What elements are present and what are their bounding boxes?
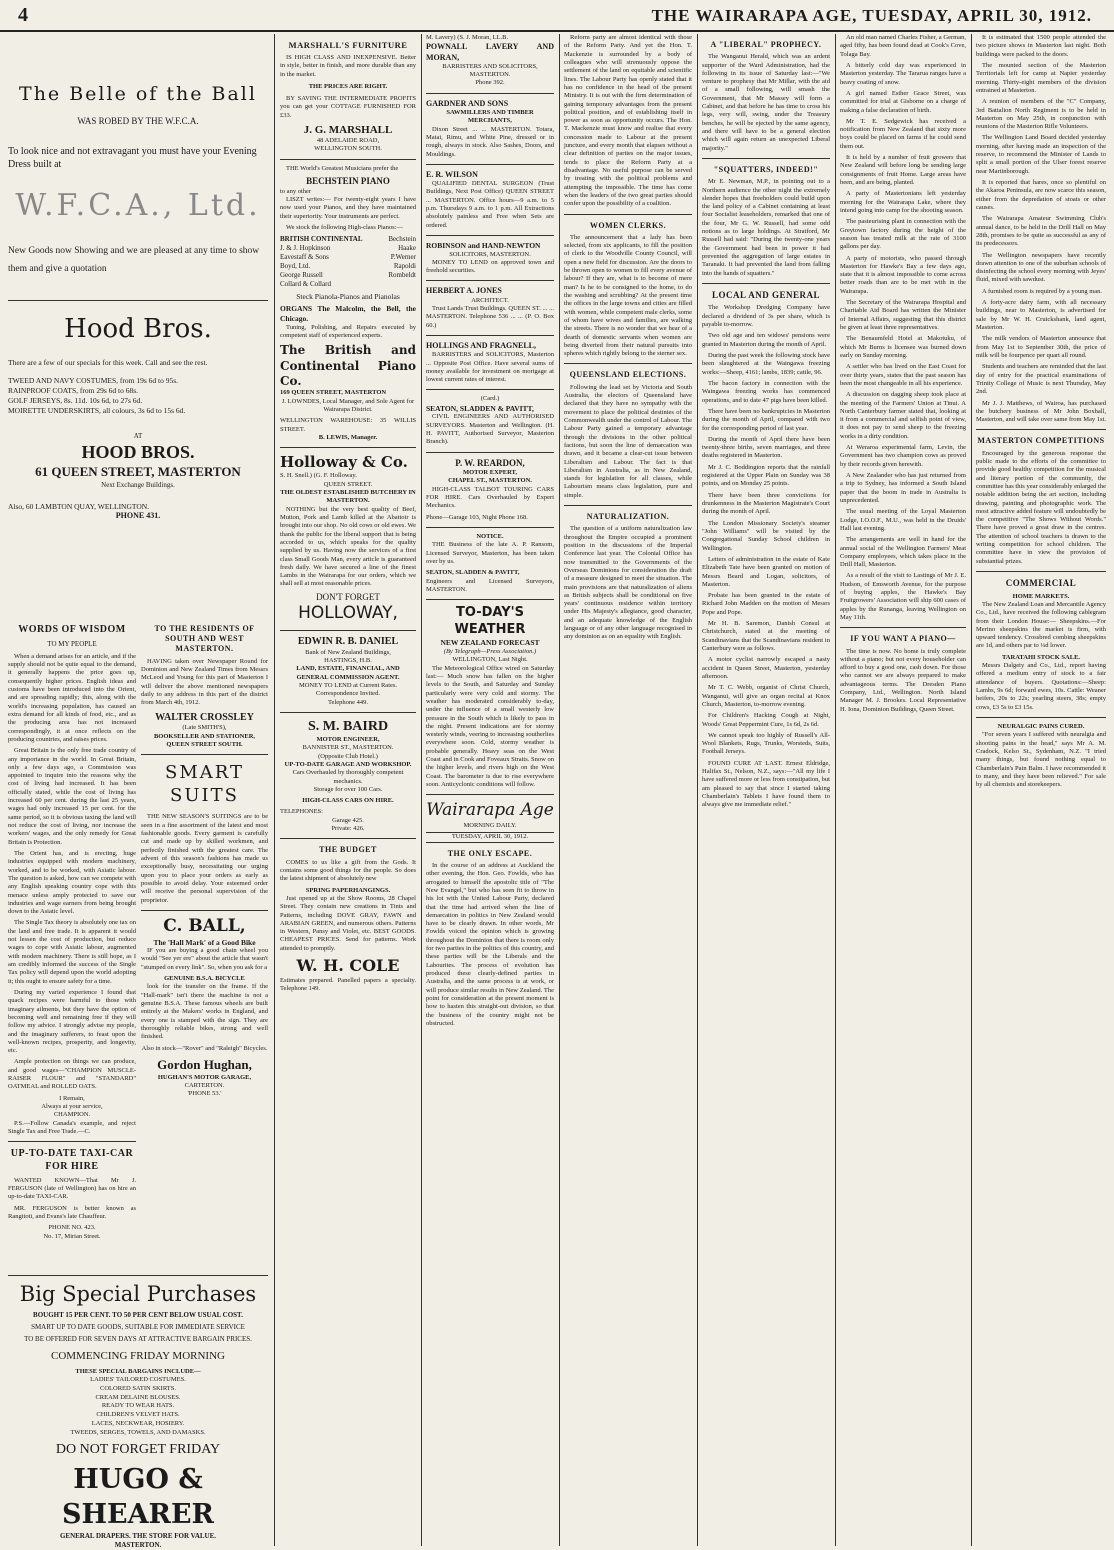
ball-body: IF you are buying a good chain wheel you would "See yer ere" about the article that wasn't "stumped on every link". So, when you ask for a	[141, 947, 268, 971]
residents-trade: BOOKSELLER AND STATIONER,	[153, 732, 256, 740]
taxi-address: No. 17, Mirian Street.	[43, 1232, 101, 1240]
taratahi-body: Messrs Dalgety and Co., Ltd., report having offered a medium entry of stock to a fair attendance of buyers. Quotations:—Sheep: Lambs, 9s 6d; forward ewes, 10s. Cattle: Weaner heifers, 20s to 22s; yearling steers, 38s; empty cows, £3 5s to £3 15s.	[976, 662, 1106, 711]
daniel-tel: Telephone 449.	[328, 698, 368, 706]
competitions-title: MASTERTON COMPETITIONS	[977, 436, 1105, 446]
naturalization-title: NATURALIZATION.	[586, 512, 670, 522]
bechstein-tuning: Tuning, Polishing, and Repairs executed by competent staff of experienced experts.	[280, 323, 416, 339]
big-special-title: Big Special Purchases	[19, 1282, 257, 1306]
local-item: Mr T. C. Webb, organist of Christ Church, Wanganui, will give an organ recital at Knox Church, Masterton, to-morrow evening.	[702, 684, 830, 708]
local-item: A motor cyclist narrowly escaped a nasty accident in Queen Street, Masterton, yesterday afternoon.	[702, 656, 830, 680]
news-item: The Wellington Land Board decided yesterday morning, after having made an inspection of the reserve, to recommend the Minister of Lands to split a small portion of the Ulser forest reserve near Martinborough.	[976, 134, 1106, 175]
news-item: It is held by a number of fruit growers that New Zealand will before long be sending large consignments of fruit Home. Large areas have been, and are being, planted.	[840, 154, 966, 186]
queensland-title: QUEENSLAND ELECTIONS.	[569, 370, 687, 380]
big-special-town: MASTERTON.	[114, 1541, 162, 1550]
local-item: Two old age and ten widows' pensions were granted in Masterton during the month of April.	[702, 332, 830, 348]
pownall-firm: POWNALL LAVERY AND MORAN,	[426, 42, 554, 62]
news-item: The Wairarapa Amateur Swimming Club's annual dance, to be held in the Drill Hall on May 28th, promises to be quite as successful as any of its predecessors.	[976, 215, 1106, 248]
holloway-oldest: THE OLDEST ESTABLISHED BUTCHERY IN MASTERTON.	[280, 489, 416, 505]
column-rule	[835, 34, 836, 1546]
hood-advert	[8, 313, 268, 522]
daniel-agent: LAND, ESTATE, FINANCIAL, AND GENERAL COMMISSION AGENT.	[296, 665, 400, 681]
big-special-line3: TO BE OFFERED FOR SEVEN DAYS AT ATTRACTIVE BARGAIN PRICES.	[24, 1334, 252, 1343]
holloway-body: NOTHING but the very best quality of Beef, Mutton, Pork and Lamb killed at the Abattoir is brought into our shop. No old cows or old ewes. We thank the public for the liberal support that is being accorded to us, which speaks for the quality supplied by us. Having now the services of a first class Small Goods Man, every article is guaranteed fresh daily. We have secured a line of the finest Lambs in the Wairarapa for our orders, which we shall sell at most reasonable prices.	[280, 505, 416, 588]
naturalization-body: The question of a uniform naturalization law throughout the Empire occupied a prominent position in the discussions of the Imperial Conference last year. The Colonial Office has now transmitted to the Governments of the Overseas Dominions for consideration the draft of a measure designed to meet the situation. The main provisions are that naturalization of aliens as British subjects shall be conditional on five years' continuous residence within territory under His Majesty's allegiance, good character, and an adequate knowledge of the English language or of any other language recognised in any dominion as on an equality with English.	[564, 525, 692, 641]
divider	[426, 235, 554, 236]
divider	[426, 389, 554, 390]
women-title: WOMEN CLERKS.	[589, 220, 667, 230]
jones-title: HERBERT A. JONES	[426, 286, 502, 296]
baird-garage-tel: Garage 425.	[332, 816, 364, 824]
notice-sign: SEATON, SLADDEN & PAVITT,	[426, 569, 520, 577]
editorial-title: THE ONLY ESCAPE.	[447, 848, 533, 858]
piano-ad-title: IF YOU WANT A PIANO—	[850, 634, 956, 644]
ball-also: Also in stock—"Rover" and "Raleigh" Bicycles.	[141, 1044, 268, 1052]
page-title: THE WAIRARAPA AGE, TUESDAY, APRIL 30, 1912.	[651, 6, 1092, 25]
hollings-body: BARRISTERS and SOLICITORS, Masterton ... Opposite Post Office. Have several sums of money available for investment on mortgage at lowest current rates of interest.	[426, 351, 554, 384]
news-item: An old man named Charles Fisher, a German, aged fifty, has been found dead at Cook's Cove, Tolaga Bay.	[840, 34, 966, 58]
divider	[426, 794, 554, 795]
bechstein-brand: BECHSTEIN PIANO	[306, 176, 390, 187]
divider	[426, 280, 554, 281]
news-item: A reunion of members of the "C" Company, 3rd Battalion North Regiment is to be held in Masterton on May 25th, in conjunction with reunions of the Masterton Rifle Volunteers.	[976, 98, 1106, 131]
hood-brand: Hood Bros.	[64, 313, 212, 344]
gardner-title: GARDNER AND SONS	[426, 98, 509, 108]
daniel-bank: Bank of New Zealand Buildings,	[305, 648, 391, 656]
divider	[280, 447, 416, 448]
hood-intro: There are a few of our specials for this week. Call and see the rest.	[8, 358, 208, 368]
local-item: The London Missionary Society's steamer "John Williams" will be visited by the Congregational Sunday School children in Wellington.	[702, 519, 830, 552]
marshall-body2: BY SAVING THE INTERMEDIATE PROFITS you can get your COTTAGE FURNISHED FOR £33.	[280, 95, 416, 119]
bargain-item: CREAM DELAINE BLOUSES.	[95, 1393, 181, 1401]
hood-items	[8, 376, 268, 417]
bechstein-warehouse: WELLINGTON WAREHOUSE: 35 WILLIS STREET.	[280, 417, 416, 433]
wfca-advert	[8, 34, 268, 278]
baird-cars: Cars Overhauled by thoroughly competent mechanics.	[292, 769, 404, 785]
gardner-body: Dixon Street ... ... MASTERTON. Totara, Matai, Rimu, and White Pine, dressed or in rough, always in stock. Also Sashes, Doors, and Mouldings.	[426, 125, 554, 158]
marshall-prices: THE PRICES ARE RIGHT.	[308, 82, 388, 90]
wfca-body: To look nice and not extravagant you must have your Evening Dress built at	[8, 145, 257, 170]
baird-trade: MOTOR ENGINEER,	[316, 735, 380, 743]
local-item: For Children's Hacking Cough at Night, Woods' Great Peppermint Cure, 1s 6d, 2s 6d.	[702, 712, 830, 728]
baird-address: BANNISTER ST., MASTERTON.	[302, 744, 394, 752]
wisdom-para: The Orient has, and is erecting, huge industries equipped with modern machinery, worked, and to be worked, with Asiatic labour. The question is asked, how can we compete with any English speaking country cope with this menace unless amply protected to save our industries and wage earners from being brought down to the Asiatic level.	[8, 849, 136, 916]
big-special-advert	[8, 1275, 268, 1550]
holloway-street: QUEEN STREET.	[323, 480, 373, 488]
prophecy-body: The Wanganui Herald, which was an ardent supporter of the Ward Administration, had the following in its issue of Saturday last:—"We venture to prophesy that Mr Millar, with the aid of a small following, will smash the Government, that Mr Massey will form a Cabinet, and that before he has time to cross his legs, very will, swing, under the Treasury benches, he will be ejected by the same agency, and there will have to be a general election which will again return an unexpected Liberal majority."	[702, 53, 830, 152]
column-rule	[971, 34, 972, 1546]
bargain-item: READY TO WEAR HATS.	[101, 1402, 175, 1410]
wfca-headline: The Belle of the Ball	[19, 83, 257, 105]
baird-tel-head: TELEPHONES:	[280, 808, 323, 816]
local-item: There have been three convictions for drunkenness in the Masterton Magistrate's Court during the month of April.	[702, 491, 830, 516]
wfca-line2: WAS ROBED BY THE W.F.C.A.	[77, 116, 199, 127]
bechstein-company: The British and Continental Piano Co.	[280, 343, 416, 388]
news-item: The Secretary of the Wairarapa Hospital and Charitable Aid Board has written the Minister of Internal Affairs, suggesting that this district be given at least three representatives.	[840, 299, 966, 331]
queensland-body: Following the lead set by Victoria and South Australia, the electors of Queensland have declared that they have no sympathy with the movement to place the political destinies of the Commonwealth under the control of Labour. The Labour Party gained a temporary advantage through the divisions in the other political factions, but soon the line of demarcation was drawn, and it became a clear-cut issue between Liberalism and Labour. The fact is that Liberalism in Australia, as in New Zealand, stands for legislation for all classes, while Labourism means class legislation, pure and simple.	[564, 383, 692, 499]
ball-title: C. BALL,	[163, 915, 246, 936]
divider	[564, 214, 692, 215]
divider	[280, 630, 416, 631]
piano-list	[280, 235, 416, 289]
reardon-sub: MOTOR EXPERT,	[462, 469, 518, 477]
hood-item: MOIRETTE UNDERSKIRTS, all colours, 3s 6d to 15s 6d.	[8, 406, 186, 416]
bargain-item: COLORED SATIN SKIRTS.	[100, 1384, 176, 1392]
residents-body: HAVING taken over Newspaper Round for Dominion and New Zealand Times from Messrs McLeod and Young for this part of Masterton I will deliver the above mentioned newspapers daily to any address in this part of the district from March 4th, 1912.	[141, 657, 268, 707]
divider	[426, 335, 554, 336]
taxi-body: WANTED KNOWN—That Mr J. FERGUSON (late of Wellington) has on hire an up-to-date TAXI-CAR.	[8, 1176, 136, 1201]
divider	[8, 1141, 136, 1142]
divider	[564, 505, 692, 506]
bechstein-organs: ORGANS The Malcolm, the Bell, the Chicago.	[280, 304, 416, 324]
residents-late: (Late SMITH'S),	[182, 724, 227, 732]
notice-sign2: Engineers and Licensed Surveyors, MASTERTON.	[426, 577, 554, 593]
local-item: During the month of April there have been twenty-three births, seven marriages, and three deaths registered in Masterton.	[702, 435, 830, 460]
competitions-body: Encouraged by the generous response the public made to the efforts of the committee to provide good healthy competition for the musical and literary portion of the community, the committee has this year considerably enlarged the notable addition being the art section, including drawing, painting and photographic work. The most attractive added feature will undoubtedly be the competitive "The Shows Without Words." There have proved a great draw in the centres. The attention of school teachers is drawn to the writing competition for school children. The committee have in view the provision of substantial prizes.	[976, 449, 1106, 565]
jones-body: Trust Lands Trust Buildings. QUEEN ST. ... ... MASTERTON. Telephone 536 ... ... (P. O. Box 60.)	[426, 305, 554, 329]
news-item: A girl named Esther Grace Street, was committed for trial at Gisborne on a charge of making a false declaration of birth.	[840, 89, 966, 114]
local-item: FOUND CURE AT LAST. Ernest Eldridge, Halifax St., Nelson, N.Z., says:—"All my life I have suffered more or less from constipation, but am pleased to say that since I started taking Chamberlain's Tablets I have found them to always give me immediate relief."	[702, 759, 830, 809]
divider	[8, 300, 268, 301]
holloway-title: Holloway & Co.	[280, 453, 408, 472]
ball-phone: 'PHONE 53.'	[187, 1090, 222, 1098]
residents-address: QUEEN STREET SOUTH.	[166, 741, 243, 748]
seaton-title: SEATON, SLADDEN & PAVITT,	[426, 403, 534, 413]
wisdom-always: Always at your service,	[41, 1103, 103, 1110]
wfca-footer: New Goods now Showing and we are pleased at any time to show them and give a quotation	[8, 245, 260, 274]
piano-brand: Collard & Collard	[280, 279, 331, 288]
wisdom-remain: I Remain,	[59, 1094, 85, 1102]
divider	[976, 717, 1106, 718]
ball-name: Gordon Hughan,	[157, 1056, 252, 1072]
reardon-title: P. W. REARDON,	[455, 457, 525, 468]
suits-title: SMART SUITS	[164, 762, 244, 807]
local-item: The bacon factory in connection with the Waingawa freezing works has commenced operations, and to date 47 pigs have been killed.	[702, 379, 830, 404]
big-special-line2: SMART UP TO DATE GOODS, SUITABLE FOR IMMEDIATE SERVICE	[31, 1322, 245, 1331]
taxi-body2: MR. FERGUSON is better known as Rangitoti, and Evans's late Chauffeur.	[8, 1204, 136, 1221]
taxi-title: UP-TO-DATE TAXI-CAR FOR HIRE	[10, 1148, 134, 1173]
pownall-names: M. Lavery) (S. J. Moran, LL.B.	[426, 34, 509, 41]
piano-list-right	[388, 235, 416, 289]
neuralgic-body: "For seven years I suffered with neuralgia and shooting pains in the head," says Mr A. M. Cradock, Kelso St., Sydenham, N.Z. "I tried many things, but found nothing equal to Chamberlain's Pain Balm. I have recommended it to many, and they have been relieved." For sale by all chemists and storekeepers.	[976, 731, 1106, 789]
bargain-item: TWEEDS, SERGES, TOWELS, AND DAMASKS.	[70, 1428, 206, 1436]
marshall-body: IS HIGH CLASS AND INEXPENSIVE. Better in style, better in finish, and more durable than any in the market.	[280, 53, 416, 78]
prophecy-title: A "LIBERAL" PROPHECY.	[710, 40, 822, 49]
divider	[702, 283, 830, 284]
baird-name: S. M. BAIRD	[307, 719, 389, 735]
divider	[840, 627, 966, 628]
news-column-2	[840, 34, 966, 1544]
big-special-items	[8, 1376, 268, 1437]
editorial-column	[564, 34, 692, 1544]
wisdom-para: During my varied experience I found that quack recipes were harmful to those with imaginary ailments, but they have the option of becoming well and remaining free if they will follow my advice. I strongly advise my people, and the imaginary sufferers, to feast upon the well-known recipes, prosperity, and longevity, etc.	[8, 988, 136, 1055]
bechstein-address: 169 QUEEN STREET, MASTERTON	[280, 389, 387, 397]
divider	[426, 599, 554, 600]
piano-brand: Eavestaff & Sons	[280, 253, 329, 262]
budget-body2: Just opened up at the Show Rooms, 28 Chapel Street. They contain new creations in Tints and Patterns, including DOVE GRAY, FAWN and ARABIAN GREEN, and numerous others. Patterns in Western, Pansy and Violet, etc. BEST GOODS. CHEAPEST PRICES. Send for patterns. Work attended to promptly.	[280, 894, 416, 952]
divider	[976, 429, 1106, 430]
commercial-title: COMMERCIAL	[1005, 578, 1077, 589]
local-item: Letters of administration in the estate of Kate Elizabeth Tate have been granted on motion of Messrs Beard and Logan, solicitors, of Masterton.	[702, 555, 830, 588]
news-item: The arrangements are well in hand for the annual social of the Wellington Farmers' Meat Company employees, which takes place in the Drill Hall, Masterton.	[840, 536, 966, 569]
news-item: A furnished room is required by a young man.	[982, 287, 1103, 295]
budget-estimates: Estimates prepared. Panelled papers a specialty. Telephone 149.	[280, 976, 416, 992]
robinson-body: MONEY TO LEND on approved town and freehold securities.	[426, 258, 554, 275]
ball-town: CARTERTON.	[184, 1081, 225, 1089]
local-item: The Workshop Dredging Company have declared a dividend of 3s per share, which is payable to-morrow.	[702, 304, 830, 329]
piano-brand: Bechstein	[388, 235, 416, 244]
hood-item: TWEED AND NAVY COSTUMES, from 19s 6d to 95s.	[8, 375, 179, 385]
daniel-place: HASTINGS, H.B.	[324, 657, 372, 665]
piano-brand: Rapoldi	[393, 262, 416, 271]
weather-sub: NEW ZEALAND FORECAST	[440, 638, 540, 648]
page-masthead	[0, 0, 1114, 32]
local-item: Probate has been granted in the estate of Richard John Madden on the motion of Messrs Pope and Pope.	[702, 592, 830, 616]
weather-dateline: WELLINGTON, Last Night.	[452, 656, 528, 664]
divider	[141, 754, 268, 755]
column-rule	[274, 34, 275, 1546]
women-body: The announcement that a lady has been selected, from six applicants, to fill the position of clerk to the Woodville County Council, will open a new field for discussion. Are the doors to be thrown open to women to fill every avenue of labour? If they are, what is to become of mere man? Is he to be consigned to the home, to do the washing and scrubbing? At the present time the offices in the large towns and cities are filled with women, while competent male clerks, some of whom have wives and families, are walking the streets. There is no wonder that we hear of a dearth of domestic servants when women are being diverted from their natural pursuits into spheres which rightly belong to the sterner sex.	[564, 233, 692, 358]
holloway-brand: HOLLOWAY,	[298, 603, 398, 624]
news-item: The Benaumfeld Hotel at Makotuku, of which Mr Burns is licensee was burned down early on Sunday morning.	[840, 335, 966, 359]
bargain-item: LACES, NECKWEAR, HOSIERY.	[91, 1419, 185, 1427]
wfca-brand: W.F.C.A., Ltd.	[15, 188, 261, 224]
news-item: It is estimated that 1500 people attended the two picture shows in Masterton last night. Both buildings were packed to the doors.	[976, 34, 1106, 58]
editorial-date: TUESDAY, APRIL 30, 1912.	[426, 832, 554, 842]
editorial-body: In the course of an address at Auckland the other evening, the Hon. Geo. Fowlds, who has arrogated to himself the apostolic title of "The New Evangel," but who has seen fit to throw in his lot with the United Labour Party, declared that the time had arrived when the line of demarcation in politics in New Zealand would have to be clearly drawn. In other words, Mr Fowlds voiced the opinion which is growing throughout the Dominion that there is room only for two parties in the politics of this country, and these parties will be the Liberals and the Labourites. The process of evolution has produced these clearly-defined parties in Australia, and the same process is at work, or will produce similar results in New Zealand. The point for consideration at the present moment is how to hasten this straight-out division, so that the business of the country might not be obstructed.	[426, 861, 554, 1027]
news-item: The usual meeting of the Loyal Masterton Lodge, I.O.O.F., M.U., was held in the Druids' Hall last evening.	[840, 508, 966, 532]
pownall-firm2: BARRISTERS AND SOLICITORS, MASTERTON.	[442, 62, 538, 79]
weather-title: TO-DAY'S WEATHER	[454, 605, 526, 637]
marshall-address: 48 ADELAIDE ROAD,	[316, 137, 380, 145]
news-item: Students and teachers are reminded that the last day of entry for the practical examinations of Trinity College of Music is next Thursday, May 2nd.	[976, 363, 1106, 396]
piano-brand: P.Werner	[390, 253, 416, 262]
piano-brand: Haake	[398, 244, 416, 253]
divider	[280, 838, 416, 839]
weather-body: The Meteorological Office wired on Saturday last:— Much snow has fallen on the higher levels to the South, and Saturday and Sunday particularly were very cold and stormy. The weather has moderated considerably to-day, under the influence of a small westerly low pressure in the South which is likely to pass in the night. Present indications are for stormy westerly winds, veering to increasing southerlies everywhere soon. Cold, stormy weather is probable generally. Heavy seas on the West Coast and in Cook and Foveaux Straits. Snow on the higher levels, and rivers high on the West Coast. The barometer is due to rise everywhere soon. Anticyclonic conditions will follow.	[426, 664, 554, 789]
news-item: Mr J. J. Matthews, of Wairoa, has purchased the butchery business of Mr John Boxhall, Masterton, and will take over same from May 1st.	[976, 399, 1106, 424]
hood-name: HOOD BROS.	[81, 442, 195, 463]
notice-title: NOTICE.	[476, 532, 504, 540]
bechstein-manager: J. LOWNDES, Local Manager, and Sole Agent for Wairarapa District.	[281, 397, 415, 413]
wisdom-para: Ample protection on things we can produce, and good wages—"CHAMPION MUSCLE-RAISER FLOUR" and "STANDARD" OATMEAL and ROLLED OATS.	[8, 1058, 136, 1091]
pownall-phone: Phone 392.	[475, 79, 505, 87]
wisdom-column	[8, 618, 136, 1268]
divider	[426, 452, 554, 453]
budget-spring: SPRING PAPERHANGINGS.	[305, 886, 391, 894]
news-item: The Wellington newspapers have recently drawn attention to one of the suburban schools of disinfecting the school every morning with Jeyes' fluid, mixed with sawdust.	[976, 251, 1106, 284]
seaton-body: CIVIL ENGINEERS AND AUTHORISED SURVEYORS. Masterton and Wellington. (H. H. PAVITT, Authorised Surveyor, Masterton Branch).	[426, 413, 554, 446]
news-item: Mr T. E. Sedgewick has received a notification from New Zealand that sixty more boys could be placed on farms if he could send them out.	[840, 117, 966, 150]
hood-also: Also, 60 LAMBTON QUAY, WELLINGTON.	[8, 501, 150, 511]
home-markets-title: HOME MARKETS.	[1012, 592, 1070, 600]
wisdom-para: The Single Tax theory is absolutely one tax on the land and free trade. It is apparent it would not lessen the cost of production, but reduce wages to cope with Asiatic labour, augmented with modern machinery. There is still hope, as I am credibly informed the success of the Single Tax policy will depend upon the world adopting it; this ought to ensure safety for a time.	[8, 919, 136, 985]
divider	[141, 910, 268, 911]
baird-private-tel: Private: 426.	[331, 825, 365, 833]
piano-brand: Boyd, Ltd.	[280, 262, 311, 271]
daniel-corr: Correspondence Invited.	[316, 690, 380, 698]
marshall-town: WELLINGTON SOUTH.	[314, 145, 382, 153]
local-item: Mr J. C. Boddington reports that the rainfall registered at the Upper Plain on Sunday was 38 points, and on Monday 25 points.	[702, 463, 830, 488]
gardner-sub: SAWMILLERS AND TIMBER MERCHANTS,	[446, 108, 534, 125]
piano-ad-body: The time is now. No home is truly complete without a piano; but not every householder can afford to buy a good one, cash down. For those who cannot we are always prepared to make advantageous terms. The Dresden Piano Company, Ltd., Wellington. North Island Manager M. J. Brookes. Local Representative H. Iona, Dominion Buildings, Queen Street.	[840, 647, 966, 713]
editorial-continued: Reform party are almost identical with those of the Reform Party. And yet the Hon. T. Mackenzie is surrounded by a body of colleagues who will strenuously oppose the settlement of the land on equitable and scientific lines. The Labour Party has openly stated that it has no confidence in the head of the present Ministry. It is out with the firm determination of gaining temporary advantages from the present political position, and of establishing itself in power as soon as opportunity occurs. The Hon. T. Mackenzie must know and realise that every concession made to Labour at the present juncture, and every month that elapses without a clear definition of parties on the major issues, tends to place the Reform Party at a disadvantage. No useful purpose can be served by treating with the political problems and attempting the impossible. The time has come when the leaders of the two great parties should confer upon the possibility of a coalition.	[564, 34, 692, 208]
bechstein-to: to any other	[280, 187, 312, 195]
news-item: A party of motorists, who passed through Masterton for Hawke's Bay a few days ago, state that it is almost impossible to come across better roads than are to be met with in the Wairarapa.	[840, 254, 966, 295]
baird-hire: HIGH-CLASS CARS ON HIRE.	[302, 797, 394, 805]
big-special-brand: HUGO & SHEARER	[62, 1464, 214, 1530]
piano-brand: George Russell	[280, 270, 323, 279]
news-item: A bitterly cold day was experienced in Masterton yesterday. The Tararua ranges have a heavy coating of snow.	[840, 61, 966, 86]
neuralgic-title: NEURALGIC PAINS CURED.	[997, 722, 1085, 730]
wilson-title: E. R. WILSON	[426, 169, 478, 179]
news-item: A party of Mastertonians left yesterday morning for the Wairarapa Lake, where they intend going into camp for the shooting season.	[840, 190, 966, 214]
taxi-phone: PHONE NO. 423.	[48, 1224, 96, 1232]
squatters-title: "SQUATTERS, INDEED!"	[713, 164, 819, 174]
wisdom-para: When a demand arises for an article, and if the supply should not be quite equal to the demand, it generally happens the price goes up, consequently higher prices. English ideas and customs have been introduced into the Orient, and are spreading rapidly; this, along with the world's increasing population, has caused an extra demand for all kinds of food, etc., and as the producing area has not increased correspondingly, it at once reflects on the producing countries, and raises prices.	[8, 652, 136, 743]
bargain-item: CHILDREN'S VELVET HATS.	[96, 1411, 180, 1419]
news-column	[702, 34, 830, 1544]
daniel-money: MONEY TO LEND at Current Rates.	[298, 682, 398, 690]
news-item: A forty-acre dairy farm, with all necessary buildings, near to Masterton, is advertised for sale by Mr W. H. Cruickshank, land agent, Masterton.	[976, 299, 1106, 331]
bechstein-lewis: B. LEWIS, Manager.	[318, 433, 378, 441]
divider	[426, 164, 554, 165]
ads-column-left-top	[8, 34, 268, 614]
adverts-column-2	[141, 618, 268, 1268]
local-item: There have been no bankruptcies in Masterton during the month of April, compared with two for the corresponding period of last year.	[702, 407, 830, 432]
news-item: The pasteurising plant in connection with the Greytown factory during the height of the season has treated milk at the rate of 3100 gallons per day.	[840, 218, 966, 251]
daniel-name: EDWIN R. B. DANIEL	[297, 636, 399, 648]
ball-garage: HUGHAN'S MOTOR GARAGE,	[157, 1073, 252, 1081]
hood-address: 61 QUEEN STREET, MASTERTON	[35, 464, 241, 480]
marshall-name: J. G. MARSHALL	[303, 124, 393, 137]
robinson-sub: SOLICITORS, MASTERTON.	[449, 250, 531, 258]
news-item: The milk vendors of Masterton announce that from May 1st to September 30th, the price of milk will be fourpence per quart all round.	[976, 335, 1106, 359]
robinson-title: ROBINSON and HAND-NEWTON	[426, 240, 541, 250]
news-item: The mounted section of the Masterton Territorials left for camp at Napier yesterday morning. Thirty-eight members of the division entrained at Masterton.	[976, 61, 1106, 94]
wisdom-sub: TO MY PEOPLE	[47, 639, 97, 648]
budget-brand: W. H. COLE	[296, 956, 400, 976]
holloway-dont: DON'T FORGET	[316, 591, 380, 602]
bechstein-stock: We stock the following High-class Pianos:—	[286, 223, 404, 231]
residents-name: WALTER CROSSLEY	[155, 711, 254, 723]
budget-title: THE BUDGET	[319, 845, 377, 855]
wisdom-para: Great Britain is the only free trade country of any importance in the world. In Great Britain, only a few days ago, a Commission was appointed to inquire into the reasons why the cost of living had increased. It has been officially stated, while the cost of living has increased 60 per cent. during the last 25 years, wages had only increased 15 per cent. for the same period, so it is obvious taxing the land will not reduce the cost of living, nor increase the workers' wages, and the only remedy for Great Britain is Protection.	[8, 747, 136, 846]
wisdom-ps: P.S.—Follow Canada's example, and reject Single Tax and Free Trade.—C.	[8, 1119, 136, 1135]
news-item: A New Zealander who has just returned from a trip to Sydney, has informed a South Island paper that the boom in trade in Australia is unprecedented.	[840, 472, 966, 504]
baird-storage: Storage for over 100 Cars.	[313, 785, 383, 793]
baird-garage: UP-TO-DATE GARAGE AND WORKSHOP.	[284, 760, 412, 768]
piano-list-left	[280, 235, 363, 289]
taratahi-title: TARATAHI STOCK SALE.	[1001, 653, 1081, 661]
page-number: 4	[18, 4, 28, 26]
home-markets-body: The New Zealand Loan and Mercantile Agency Co., Ltd., have received the following cablegram from their London House:— Sheepskins.—For Merino sheepskins the market is firm, with upward tendency. Crossbred combing sheepskins are 1d, and others par to ¼d lower.	[976, 600, 1106, 650]
ball-bsa: GENUINE B.S.A. BICYCLE	[164, 975, 245, 983]
divider	[702, 158, 830, 159]
reardon-body: HIGH-CLASS TALBOT TOURING CARS FOR HIRE. Cars Overhauled by Expert Mechanics.	[426, 485, 554, 510]
seaton-card: (Card.)	[480, 395, 500, 403]
holloway-names: S. H. Snell.) (G. F. Holloway.	[280, 472, 357, 480]
wisdom-sign: CHAMPION.	[53, 1111, 91, 1119]
notice-body: THE Business of the late A. P. Ransom, Licensed Surveyor, Masterton, has been taken over by us.	[426, 541, 554, 565]
divider	[426, 527, 554, 528]
ball-body2: look for the transfer on the frame. If the "Hall-mark" isn't there the machine is not a genuine B.S.A. These famous wheels are built entirely at the Makers' works in England, and every one is stamped with the sign. They are thoroughly reliable bikes, strong and well finished.	[141, 983, 268, 1041]
divider	[280, 159, 416, 160]
baird-opp: (Opposite Club Hotel.)	[318, 752, 378, 760]
divider	[8, 1275, 268, 1276]
ball-tag: The 'Hall Mark' of a Good Bike	[153, 937, 256, 947]
wisdom-title: WORDS OF WISDOM	[18, 624, 126, 635]
hood-phone: PHONE 431.	[115, 511, 161, 521]
jones-sub: ARCHITECT.	[471, 296, 509, 304]
reardon-street: CHAPEL ST., MASTERTON.	[448, 477, 532, 485]
local-general-title: LOCAL AND GENERAL	[711, 289, 821, 300]
big-special-line4: COMMENCING FRIDAY MORNING	[51, 1349, 225, 1362]
news-item: A discussion on dagging sheep took place at the meeting of the Farmers' Union at Tinui. A North Canterbury farmer stated that, looking at it from a commercial and selfish point of view, it does not pay to send sheep to the freezing works in a dirty condition.	[840, 391, 966, 440]
hood-item: GOLF JERSEYS, 8s. 11d. 10s 6d, to 27s 6d.	[8, 396, 143, 406]
news-item: It is reported that hares, once so plentiful on the Akaroa Peninsula, are now scarce this season, either from the depredation of stoats or other causes.	[976, 179, 1106, 211]
hood-item: RAINPROOF COATS, from 29s 6d to 68s.	[8, 385, 139, 395]
divider	[564, 363, 692, 364]
squatters-body: Mr E. Newman, M.P., in pointing out to a Northern audience the other night the extremely slender hopes that freeholders could build upon the land policy of a Cabinet containing at least four Socialist leaseholders, remarked that one of the four, Mr G. W. Russell, had some odd notions as to large holdings. At Stratford, Mr Russell had said: "During the twenty-one years the Government had been in power it had prevented the aggregation of large estates in Taranaki. It had prevented the land from falling into the hands of squatters."	[702, 178, 830, 277]
news-column-3	[976, 34, 1106, 1544]
bargain-item: LADIES' TAILORED COSTUMES.	[90, 1376, 186, 1384]
editorial-morning: MORNING DAILY.	[463, 822, 517, 830]
hollings-title: HOLLINGS AND FRAGNELL,	[426, 340, 537, 350]
big-special-line1: BOUGHT 15 PER CENT. TO 50 PER CENT BELOW USUAL COST.	[33, 1310, 243, 1319]
bechstein-liszt: LISZT writes:— For twenty-eight years I have now used your Pianos, and they have maintained their superiority. Your instruments are perfect.	[280, 195, 416, 220]
local-item: During the past week the following stock have been slaughtered at the Waingawa freezing works:—Sheep, 4161; lambs, 1839; cattle, 96.	[702, 352, 830, 376]
hood-next: Next Exchange Buildings.	[101, 480, 175, 489]
local-item: We cannot speak too highly of Russell's All-Wool Blankets, Rugs, Trunks, Worsteds, Suits, Football Jerseys.	[702, 731, 830, 756]
column-rule	[559, 34, 560, 1546]
column-rule	[421, 34, 422, 1546]
divider	[426, 93, 554, 94]
hood-at: AT	[133, 432, 143, 441]
news-item: A settler who has lived on the East Coast for over thirty years, states that the past season has been the most changeable in all his experience.	[840, 363, 966, 387]
budget-body: COMES to us like a gift from the Gods. It contains some good things for the people. So does the latest shipment of absolutely new	[280, 858, 416, 883]
divider	[280, 712, 416, 713]
divider	[976, 571, 1106, 572]
local-item: Mr H. B. Saremon, Danish Consul at Christchurch, stated at the meeting of Scandinavians that the Scandinavians resident in Canterbury were as follows.	[702, 620, 830, 653]
suits-body: THE NEW SEASON'S SUITINGS are to be seen in a fine assortment of the latest and most fashionable goods. Every garment is carefully cut and made up by skilled workmen, and perfectly finished with the greatest care. The advent of this season's fashions has made us exceptionally busy, necessitating our urging upon you to place your orders as early as possible to avoid delay. Your esteemed order will receive the personal supervision of the proprietor.	[141, 813, 268, 904]
reardon-phone: Phone—Garage 103, Night Phone 168.	[426, 513, 528, 521]
news-item: As a result of the visit to Lastings of Mr J. E. Hudson, of Emsworth Avenue, for the purpose of buying apples, the Hawke's Bay Fruitgrowers' Association will ship 600 cases of apples by the Runanga, leaving Wellington on May 11th.	[840, 572, 966, 621]
big-special-tagline: GENERAL DRAPERS. THE STORE FOR VALUE.	[59, 1532, 217, 1541]
piano-brand: BRITISH CONTINENTAL	[280, 235, 363, 244]
bechstein-steck: Steck Pianola-Pianos and Pianolas	[296, 291, 400, 301]
cards-column	[426, 34, 554, 1544]
piano-brand: J. & J. Hopkinson	[280, 244, 331, 253]
big-special-includes: THESE SPECIAL BARGAINS INCLUDE—	[75, 1367, 201, 1375]
residents-title: TO THE RESIDENTS OF SOUTH AND WEST MASTERTON.	[154, 624, 255, 654]
piano-brand: Rombeldt	[388, 270, 416, 279]
column-rule	[697, 34, 698, 1546]
editorial-masthead: Wairarapa Age	[426, 800, 554, 821]
weather-agency: (By Telegraph—Press Association.)	[443, 648, 537, 656]
big-special-dont: DO NOT FORGET FRIDAY	[55, 1442, 221, 1458]
bechstein-body: THE World's Greatest Musicians prefer the	[286, 164, 399, 172]
adverts-column-3	[280, 34, 416, 1544]
news-item: At Weraroa experimental farm, Levin, the Government has two champion cows as proved by their records given herewith.	[840, 444, 966, 468]
wilson-body: QUALIFIED DENTAL SURGEON (Trust Buildings, Next Post Office) QUEEN STREET ... MASTERTON. Office hours—9 a.m. to 5 p.m. Thursdays 9 a.m. to 1 p.m. All Extractions absolutely painless and Free when Sets are ordered.	[426, 180, 554, 229]
marshall-title: MARSHALL'S FURNITURE	[288, 40, 408, 50]
